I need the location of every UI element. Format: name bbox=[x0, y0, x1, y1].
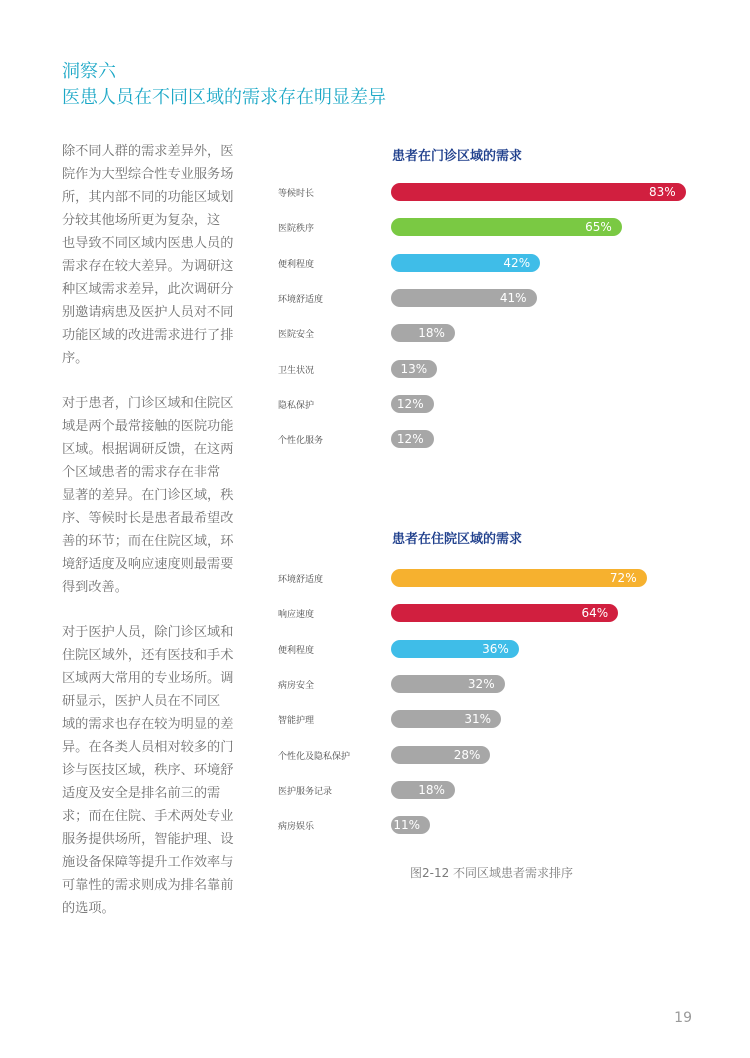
bar-category-label: 环境舒适度 bbox=[278, 575, 324, 585]
section-title: 医患人员在不同区域的需求存在明显差异 bbox=[62, 87, 386, 108]
bar-value-label: 41% bbox=[499, 290, 527, 305]
paragraph-3: 对于医护人员，除门诊区域和 住院区域外，还有医技和手术 区域两大常用的专业场所。调 研显示，医护人员在不同区 域的需求也存在较为明显的差 异。在各类人员相对较多的门 诊与医技区域，秩序、环境舒 适度及安全是排名前三的需 求；而在住院、手术两处专业 服务提供场所，智能护理、设 施设备保障等提升工作效率与 可靠性的需求则成为排名靠前 的选项。 bbox=[62, 625, 234, 916]
paragraph-1: 除不同人群的需求差异外，医 院作为大型综合性专业服务场 所，其内部不同的功能区域划 分较其他场所更为复杂，这 也导致不同区域内医患人员的 需求存在较大差异。为调研这 种区域需求差异，此次调研分 别邀请病患及医护人员对不同 功能区域的改进需求进行了排 序。 bbox=[62, 144, 234, 366]
bar-value-label: 31% bbox=[464, 712, 492, 727]
bar-category-label: 病房安全 bbox=[278, 680, 315, 691]
bar bbox=[391, 746, 490, 764]
bar-value-label: 12% bbox=[396, 396, 424, 411]
bar-value-label: 65% bbox=[585, 220, 612, 235]
bar-value-label: 12% bbox=[396, 432, 424, 447]
bar bbox=[391, 640, 519, 658]
bar-category-label: 便利程度 bbox=[278, 645, 315, 656]
bar bbox=[391, 360, 437, 378]
bar-category-label: 个性化及隐私保护 bbox=[278, 751, 351, 762]
bar-value-label: 18% bbox=[418, 782, 445, 797]
chart-title-inpatient: 患者在住院区域的需求 bbox=[392, 532, 523, 547]
bar bbox=[391, 569, 647, 587]
bar-category-label: 病房娱乐 bbox=[278, 822, 315, 833]
bar bbox=[391, 254, 540, 272]
bar bbox=[391, 218, 622, 236]
bar-category-label: 医院秩序 bbox=[278, 224, 315, 235]
bar-value-label: 36% bbox=[482, 641, 509, 656]
bar-category-label: 环境舒适度 bbox=[278, 294, 324, 305]
bar-value-label: 42% bbox=[503, 255, 531, 270]
bar-category-label: 个性化服务 bbox=[278, 436, 324, 447]
bar bbox=[391, 324, 455, 342]
bar-category-label: 响应速度 bbox=[278, 610, 315, 621]
bar bbox=[391, 816, 430, 834]
bar-value-label: 83% bbox=[648, 185, 676, 199]
bar-value-label: 64% bbox=[581, 606, 609, 621]
bar-category-label: 智能护理 bbox=[278, 716, 315, 727]
page-number: 19 bbox=[674, 1010, 692, 1026]
bar bbox=[391, 675, 505, 693]
bar bbox=[391, 604, 618, 622]
bar bbox=[391, 183, 686, 201]
bar bbox=[391, 710, 501, 728]
bar-value-label: 13% bbox=[400, 361, 428, 376]
bar-category-label: 卫生状况 bbox=[278, 365, 315, 376]
bar-category-label: 医院安全 bbox=[278, 330, 315, 341]
bar-category-label: 等候时长 bbox=[278, 189, 315, 199]
bar-category-label: 医护服务记录 bbox=[278, 786, 333, 797]
bar bbox=[391, 395, 434, 413]
bar-value-label: 18% bbox=[418, 326, 445, 341]
bar-value-label: 28% bbox=[453, 747, 481, 762]
section-kicker: 洞察六 bbox=[62, 61, 116, 82]
figure-caption: 图2-12 不同区域患者需求排序 bbox=[410, 866, 574, 880]
bar-category-label: 便利程度 bbox=[278, 259, 315, 270]
paragraph-2: 对于患者，门诊区域和住院区 域是两个最常接触的医院功能 区域。根据调研反馈，在这两 个区域患者的需求存在非常 显著的差异。在门诊区域，秩 序、等候时长是患者最希望改 善的环节；而在住院区域，环 境舒适度及响应速度则最需要 得到改善。 bbox=[62, 396, 234, 595]
bar bbox=[391, 781, 455, 799]
bar bbox=[391, 289, 537, 307]
body-text bbox=[62, 140, 258, 942]
bar bbox=[391, 430, 434, 448]
bar-category-label: 隐私保护 bbox=[278, 400, 315, 411]
bar-value-label: 32% bbox=[467, 676, 495, 691]
bar-value-label: 72% bbox=[609, 571, 637, 585]
chart-title-outpatient: 患者在门诊区域的需求 bbox=[392, 149, 523, 164]
bar-value-label: 11% bbox=[393, 818, 421, 833]
